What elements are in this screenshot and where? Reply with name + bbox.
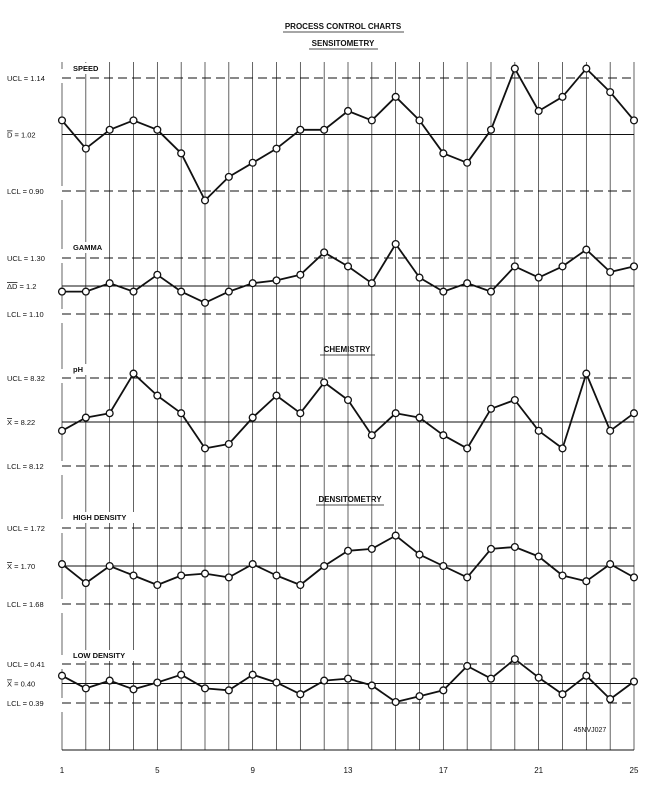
data-point xyxy=(225,687,232,694)
data-point xyxy=(130,117,137,124)
ucl-label: UCL = 1.72 xyxy=(7,524,45,533)
center-label: X = 1.70 xyxy=(7,562,36,571)
data-point xyxy=(511,544,518,551)
data-point xyxy=(249,414,256,421)
data-point xyxy=(488,546,495,553)
data-point xyxy=(273,679,280,686)
data-point xyxy=(297,271,304,278)
data-point xyxy=(368,546,375,553)
data-point xyxy=(535,274,542,281)
data-point xyxy=(559,572,566,579)
data-point xyxy=(321,677,328,684)
data-point xyxy=(59,288,66,295)
data-point xyxy=(559,93,566,100)
ucl-label: UCL = 8.32 xyxy=(7,374,45,383)
data-point xyxy=(559,691,566,698)
data-point xyxy=(225,574,232,581)
data-point xyxy=(130,572,137,579)
control-chart-panel xyxy=(0,512,637,613)
data-point xyxy=(440,288,447,295)
data-point xyxy=(368,117,375,124)
data-point xyxy=(154,679,161,686)
control-chart-panel xyxy=(0,364,637,475)
data-point xyxy=(368,682,375,689)
figure-code: 45NVJ027 xyxy=(573,727,607,734)
x-tick-label: 9 xyxy=(250,766,255,775)
data-point xyxy=(416,274,423,281)
data-point xyxy=(511,263,518,270)
data-point xyxy=(392,241,399,248)
section-title-densitometry: DENSITOMETRY xyxy=(318,495,382,504)
data-point xyxy=(130,370,137,377)
data-point xyxy=(321,563,328,570)
control-chart-panel xyxy=(0,63,637,204)
data-point xyxy=(321,249,328,256)
data-point xyxy=(178,150,185,157)
data-point xyxy=(631,263,638,270)
data-point xyxy=(440,563,447,570)
data-point xyxy=(488,675,495,682)
data-point xyxy=(511,65,518,72)
data-point xyxy=(488,126,495,133)
control-chart-panel xyxy=(0,241,637,323)
data-point xyxy=(511,656,518,663)
series-title: pH xyxy=(73,365,83,374)
data-point xyxy=(416,414,423,421)
data-point xyxy=(583,65,590,72)
center-label: ΔD = 1.2 xyxy=(7,282,37,291)
data-point xyxy=(583,578,590,585)
data-point xyxy=(82,685,89,692)
data-point xyxy=(106,563,113,570)
data-point xyxy=(631,678,638,685)
center-label: X = 0.40 xyxy=(7,679,36,689)
data-point xyxy=(82,145,89,152)
data-point xyxy=(440,687,447,694)
center-label: D = 1.02 xyxy=(7,130,36,140)
data-point xyxy=(559,263,566,270)
data-point xyxy=(631,410,638,417)
data-point xyxy=(106,280,113,287)
data-point xyxy=(368,280,375,287)
ucl-label: UCL = 1.30 xyxy=(7,254,45,263)
data-point xyxy=(297,582,304,589)
data-point xyxy=(178,671,185,678)
data-point xyxy=(440,150,447,157)
series-title: SPEED xyxy=(73,64,99,73)
lcl-label: LCL = 0.90 xyxy=(7,187,44,196)
data-point xyxy=(607,269,614,276)
data-point xyxy=(535,108,542,115)
data-point xyxy=(249,671,256,678)
data-point xyxy=(488,405,495,412)
data-point xyxy=(345,675,352,682)
data-point xyxy=(59,672,66,679)
section-title-chemistry: CHEMISTRY xyxy=(323,345,371,354)
data-point xyxy=(416,551,423,558)
x-axis xyxy=(60,750,639,775)
data-point xyxy=(154,126,161,133)
data-point xyxy=(154,271,161,278)
data-point xyxy=(249,280,256,287)
data-point xyxy=(535,674,542,681)
data-point xyxy=(345,397,352,404)
data-point xyxy=(464,574,471,581)
data-point xyxy=(202,445,209,452)
data-point xyxy=(202,197,209,204)
data-point xyxy=(345,108,352,115)
data-point xyxy=(178,288,185,295)
data-point xyxy=(631,117,638,124)
data-point xyxy=(583,672,590,679)
data-point xyxy=(82,288,89,295)
data-point xyxy=(392,410,399,417)
data-point xyxy=(154,582,161,589)
data-point xyxy=(273,277,280,284)
lcl-label: LCL = 1.10 xyxy=(7,310,44,319)
data-point xyxy=(59,427,66,434)
lcl-label: LCL = 1.68 xyxy=(7,600,44,609)
x-tick-label: 21 xyxy=(534,766,544,775)
data-point xyxy=(178,572,185,579)
data-point xyxy=(273,572,280,579)
data-point xyxy=(202,685,209,692)
data-point xyxy=(106,677,113,684)
data-point xyxy=(559,445,566,452)
x-tick-label: 25 xyxy=(629,766,639,775)
data-point xyxy=(130,288,137,295)
data-point xyxy=(583,370,590,377)
data-point xyxy=(106,410,113,417)
data-point xyxy=(249,561,256,568)
data-point xyxy=(154,392,161,399)
data-point xyxy=(416,117,423,124)
data-point xyxy=(535,553,542,560)
center-label: X = 8.22 xyxy=(7,418,36,427)
data-point xyxy=(178,410,185,417)
control-chart-panel xyxy=(0,650,637,712)
page-title: PROCESS CONTROL CHARTS xyxy=(284,22,402,31)
data-point xyxy=(297,410,304,417)
data-point xyxy=(321,379,328,386)
section-title-sensitometry: SENSITOMETRY xyxy=(311,39,375,48)
x-tick-label: 13 xyxy=(343,766,353,775)
data-point xyxy=(249,159,256,166)
data-point xyxy=(511,397,518,404)
data-point xyxy=(631,574,638,581)
ucl-label: UCL = 0.41 xyxy=(7,660,45,669)
data-point xyxy=(607,696,614,703)
data-point xyxy=(225,288,232,295)
lcl-label: LCL = 0.39 xyxy=(7,699,44,708)
data-point xyxy=(106,126,113,133)
data-point xyxy=(273,145,280,152)
data-point xyxy=(583,246,590,253)
data-point xyxy=(273,392,280,399)
data-point xyxy=(416,693,423,700)
data-point xyxy=(321,126,328,133)
series-title: GAMMA xyxy=(73,243,103,252)
chart-panels xyxy=(0,62,637,750)
data-point xyxy=(392,699,399,706)
data-point xyxy=(535,427,542,434)
data-point xyxy=(464,663,471,670)
data-point xyxy=(345,547,352,554)
data-point xyxy=(607,427,614,434)
data-point xyxy=(464,159,471,166)
x-tick-label: 5 xyxy=(155,766,160,775)
data-point xyxy=(464,280,471,287)
data-point xyxy=(345,263,352,270)
data-point xyxy=(607,89,614,96)
series-title: LOW DENSITY xyxy=(73,651,126,660)
ucl-label: UCL = 1.14 xyxy=(7,74,45,83)
data-point xyxy=(130,686,137,693)
data-point xyxy=(82,580,89,587)
x-tick-label: 17 xyxy=(438,766,448,775)
data-point xyxy=(202,299,209,306)
data-point xyxy=(488,288,495,295)
lcl-label: LCL = 8.12 xyxy=(7,462,44,471)
data-point xyxy=(440,432,447,439)
data-point xyxy=(368,432,375,439)
data-point xyxy=(297,691,304,698)
data-point xyxy=(392,532,399,539)
data-point xyxy=(202,570,209,577)
x-tick-label: 1 xyxy=(59,766,65,775)
data-point xyxy=(464,445,471,452)
data-point xyxy=(225,173,232,180)
data-point xyxy=(392,93,399,100)
data-point xyxy=(607,561,614,568)
data-point xyxy=(225,441,232,448)
data-point xyxy=(82,414,89,421)
data-point xyxy=(297,126,304,133)
series-title: HIGH DENSITY xyxy=(73,513,127,522)
data-point xyxy=(59,117,66,124)
data-point xyxy=(59,561,66,568)
